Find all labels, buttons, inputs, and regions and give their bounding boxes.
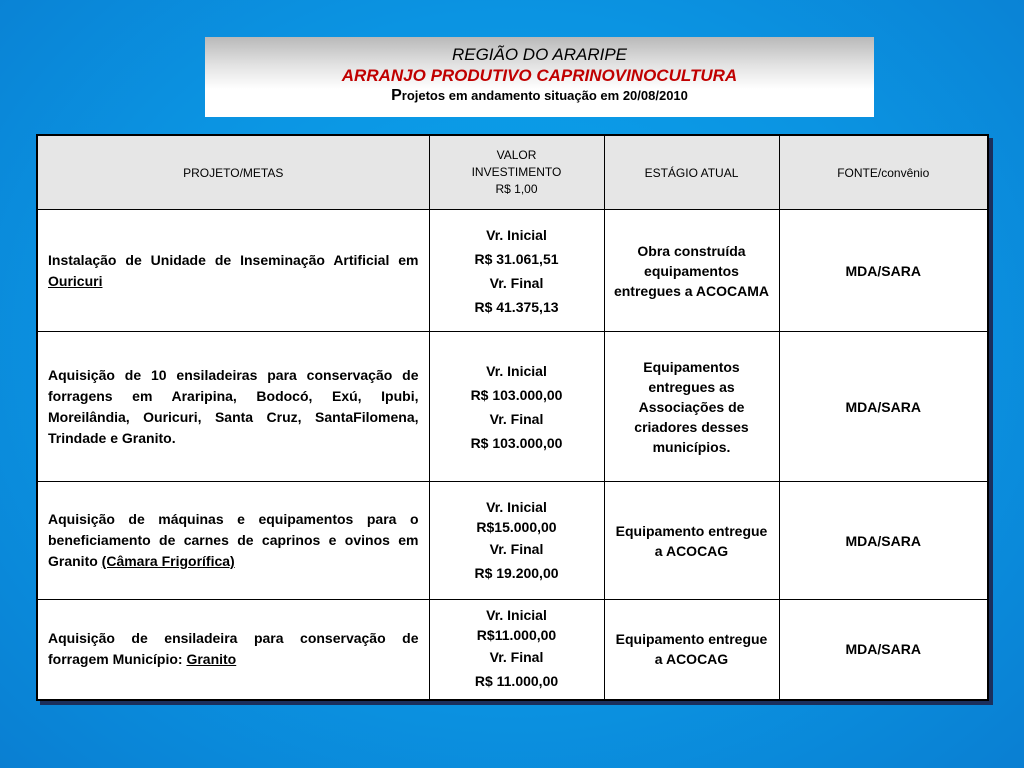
valor-label-inicial: Vr. Inicial bbox=[486, 498, 547, 515]
subtitle-rest: rojetos em andamento situação em 20/08/2010 bbox=[401, 88, 688, 103]
fonte-cell: MDA/SARA bbox=[779, 210, 988, 332]
header-valor-line1: VALOR bbox=[496, 148, 537, 162]
estagio-cell: Equipamento entregue a ACOCAG bbox=[604, 600, 779, 700]
projeto-cell bbox=[37, 600, 429, 700]
valor-inicial: R$15.000,00 bbox=[476, 518, 557, 535]
projeto-location: Ouricuri bbox=[48, 272, 103, 289]
header-fonte: FONTE/convênio bbox=[779, 135, 988, 210]
header-projeto: PROJETO/METAS bbox=[37, 135, 429, 210]
header-row bbox=[37, 135, 988, 210]
valor-label-inicial: Vr. Inicial bbox=[486, 226, 547, 243]
projeto-text: Instalação de Unidade de Inseminação Artificial em bbox=[48, 251, 419, 268]
valor-final: R$ 11.000,00 bbox=[474, 673, 559, 690]
valor-final: R$ 103.000,00 bbox=[470, 434, 563, 451]
valor-label-inicial: Vr. Inicial bbox=[486, 607, 547, 624]
table-row bbox=[37, 482, 988, 600]
header-valor bbox=[429, 135, 604, 210]
title-box bbox=[205, 37, 874, 117]
valor-cell bbox=[429, 600, 604, 700]
valor-final: R$ 41.375,13 bbox=[474, 298, 559, 315]
projeto-cell bbox=[37, 482, 429, 600]
projeto-cell bbox=[37, 332, 429, 482]
valor-label-final: Vr. Final bbox=[489, 274, 544, 291]
valor-inicial: R$ 31.061,51 bbox=[474, 250, 559, 267]
valor-label-final: Vr. Final bbox=[489, 410, 544, 427]
valor-label-final: Vr. Final bbox=[489, 540, 544, 557]
fonte-cell: MDA/SARA bbox=[779, 600, 988, 700]
projeto-location: (Câmara Frigorífica) bbox=[101, 553, 235, 569]
arrangement-title: ARRANJO PRODUTIVO CAPRINOVINOCULTURA bbox=[341, 66, 738, 85]
projeto-text: Aquisição de 10 ensiladeiras para conservação de forragens em Araripina, Bodocó, Exú, Ipubi, Moreilândia, Ouricuri, Santa Cruz, SantaFilomena, Trindade e Granito. bbox=[48, 366, 419, 446]
valor-cell bbox=[429, 332, 604, 482]
region-title: REGIÃO DO ARARIPE bbox=[451, 45, 628, 64]
header-valor-line3: R$ 1,00 bbox=[495, 182, 538, 196]
fonte-cell: MDA/SARA bbox=[779, 332, 988, 482]
valor-cell bbox=[429, 210, 604, 332]
header-estagio: ESTÁGIO ATUAL bbox=[604, 135, 779, 210]
valor-inicial: R$11.000,00 bbox=[476, 627, 557, 644]
table-row bbox=[37, 332, 988, 482]
valor-cell bbox=[429, 482, 604, 600]
subtitle bbox=[205, 86, 874, 106]
subtitle-initial: P bbox=[391, 87, 402, 104]
table-row bbox=[37, 600, 988, 700]
projeto-text: Aquisição de máquinas e equipamentos para o beneficiamento de carnes de caprinos e ovinos em Granito bbox=[48, 511, 419, 569]
table-row bbox=[37, 210, 988, 332]
valor-final: R$ 19.200,00 bbox=[474, 564, 559, 581]
estagio-cell: Obra construída equipamentos entregues a ACOCAMA bbox=[604, 210, 779, 332]
estagio-cell: Equipamentos entregues as Associações de criadores desses municípios. bbox=[604, 332, 779, 482]
header-valor-line2: INVESTIMENTO bbox=[471, 165, 562, 179]
estagio-cell: Equipamento entregue a ACOCAG bbox=[604, 482, 779, 600]
projects-table bbox=[36, 134, 989, 701]
valor-label-final: Vr. Final bbox=[489, 649, 544, 666]
valor-inicial: R$ 103.000,00 bbox=[470, 386, 563, 403]
fonte-cell: MDA/SARA bbox=[779, 482, 988, 600]
valor-label-inicial: Vr. Inicial bbox=[486, 362, 547, 379]
projeto-cell bbox=[37, 210, 429, 332]
projeto-location: Granito bbox=[186, 651, 237, 668]
projeto-text: Aquisição de ensiladeira para conservação de forragem Município: bbox=[48, 630, 419, 668]
